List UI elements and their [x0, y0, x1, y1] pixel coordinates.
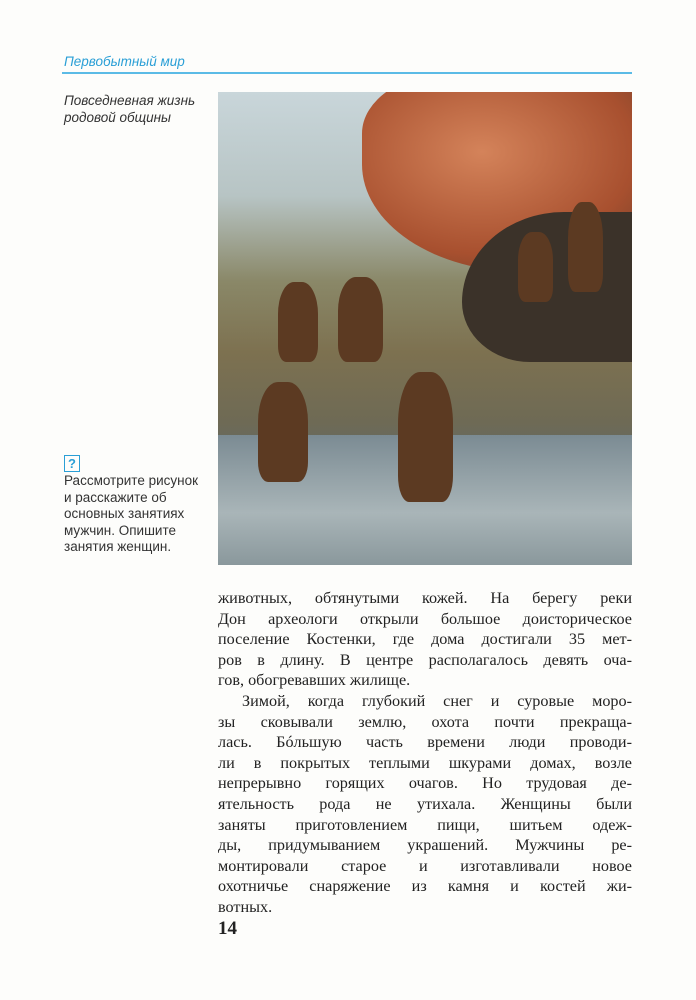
body-line: лась. Бóльшую часть времени люди проводи-: [218, 733, 632, 752]
figure-fisherman: [258, 382, 308, 482]
body-line: Дон археологи открыли большое доисторическое: [218, 609, 632, 628]
topic-title: Повседневная жизнь родовой общины: [64, 93, 196, 125]
page-number: 14: [218, 918, 237, 939]
figure-person: [518, 232, 553, 302]
body-line: Зимой, когда глубокий снег и суровые моро-: [242, 691, 632, 710]
body-line: ров в длину. В центре располагалось девять оча-: [218, 650, 632, 669]
body-line: ды, придумыванием украшений. Мужчины ре-: [218, 836, 632, 855]
question-icon: ?: [64, 455, 80, 472]
illustration-prehistoric-camp: [218, 92, 632, 565]
figure-person: [278, 282, 318, 362]
body-line: ли в покрытых теплыми шкурами домах, возле: [218, 753, 632, 772]
body-line: животных, обтянутыми кожей. На берегу реки: [218, 589, 632, 607]
body-line: гов, обогревавших жилище.: [218, 671, 411, 690]
figure-fisherman: [398, 372, 453, 502]
figure-person: [568, 202, 603, 292]
body-line: зы сковывали землю, охота почти прекраща-: [218, 712, 632, 731]
body-line: заняты приготовлением пищи, шитьем одеж-: [218, 815, 632, 834]
body-line: ятельность рода не утихала. Женщины были: [218, 794, 632, 813]
body-text: [218, 588, 632, 918]
body-line: монтировали старое и изготавливали новое: [218, 856, 632, 875]
question-text: Рассмотрите рисунок и расскажите об основных занятиях мужчин. Опишите занятия женщин.: [64, 473, 198, 554]
body-line: охотничье снаряжение из камня и костей жи-: [218, 877, 632, 896]
figure-person: [338, 277, 383, 362]
body-line: поселение Костенки, где дома достигали 35 мет-: [218, 630, 632, 649]
body-line: непрерывно горящих очагов. Но трудовая де-: [218, 774, 632, 793]
section-header: Первобытный мир: [64, 54, 185, 69]
header-divider: [62, 72, 632, 74]
body-line: вотных.: [218, 897, 273, 916]
